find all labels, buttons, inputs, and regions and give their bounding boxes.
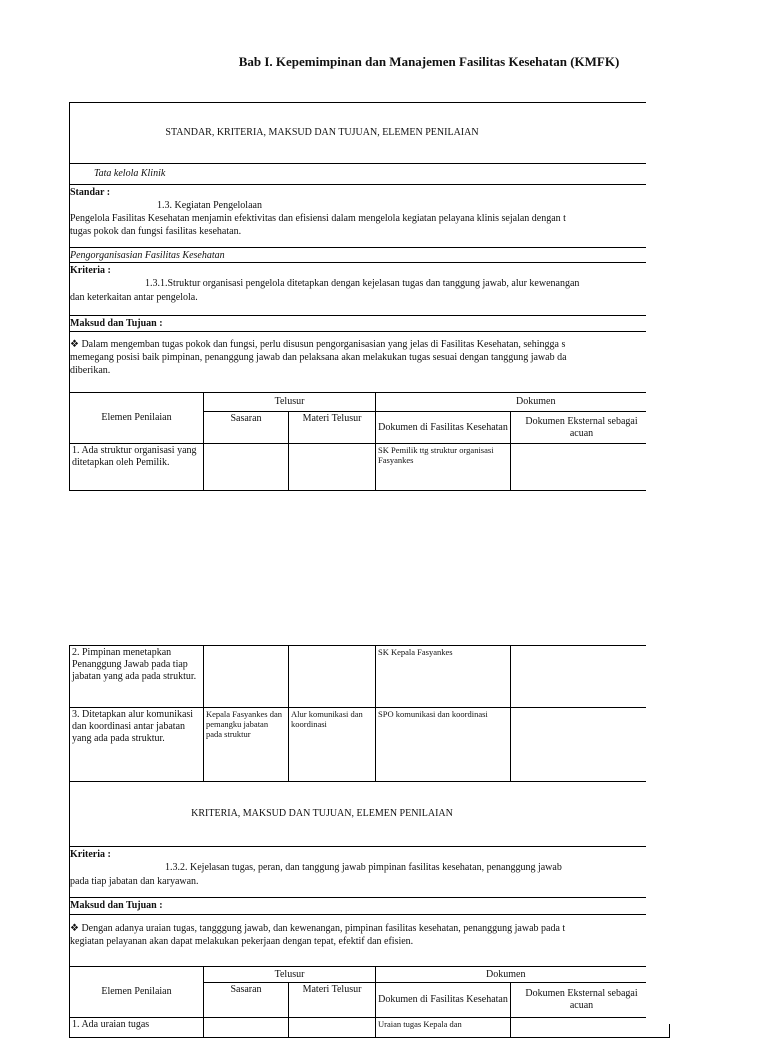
header-materi: Materi Telusur: [289, 412, 376, 444]
section-header-box: [69, 781, 669, 847]
maksud-text-line: kegiatan pelayanan akan dapat melakukan pekerjaan dengan tepat, efektif dan efisien.: [70, 936, 414, 947]
elemen-penilaian-table: [69, 392, 670, 491]
divider: [69, 897, 669, 898]
standar-number: 1.3. Kegiatan Pengelolaan: [157, 200, 262, 211]
divider: [69, 315, 669, 316]
page-margin-mask: [646, 0, 768, 1024]
header-dok-eksternal-text: Dokumen Eksternal sebagai acuan: [525, 988, 638, 1011]
header-elemen: Elemen Penilaian: [70, 967, 204, 1018]
elemen-penilaian-table-continued: [69, 645, 670, 782]
maksud-label: Maksud dan Tujuan :: [70, 900, 163, 911]
table-cell-elemen: 1. Ada struktur organisasi yang ditetapkan oleh Pemilik.: [70, 444, 204, 491]
table-cell-materi: [289, 646, 376, 708]
header-telusur: Telusur: [204, 967, 376, 983]
kriteria-text-line: 1.3.1.Struktur organisasi pengelola ditetapkan dengan kejelasan tugas dan tanggung jawab, alur kewenangan: [145, 278, 580, 289]
header-materi: Materi Telusur: [289, 983, 376, 1018]
maksud-text-line: memegang posisi baik pimpinan, penanggung jawab dan pelaksana akan melakukan tugas sesuai dengan tanggung jawab da: [70, 352, 567, 363]
divider: [69, 184, 669, 185]
maksud-text-line: ❖ Dengan adanya uraian tugas, tangggung jawab, dan kewenangan, pimpinan fasilitas kesehatan, penanggung jawab pada t: [70, 923, 566, 934]
section-header-text: STANDAR, KRITERIA, MAKSUD DAN TUJUAN, ELEMEN PENILAIAN: [165, 127, 479, 138]
maksud-label: Maksud dan Tujuan :: [70, 318, 163, 329]
header-dokumen: Dokumen: [376, 393, 670, 412]
table-cell-materi: [289, 444, 376, 491]
group-label: Tata kelola Klinik: [94, 168, 166, 179]
header-elemen: Elemen Penilaian: [70, 393, 204, 444]
header-dok-faskes: Dokumen di Fasilitas Kesehatan: [376, 983, 511, 1018]
standar-text-line: Pengelola Fasilitas Kesehatan menjamin efektivitas dan efisiensi dalam mengelola kegiatan pelayana klinis sejalan dengan t: [70, 213, 566, 224]
table-cell-materi: [289, 1018, 376, 1038]
header-sasaran: Sasaran: [204, 412, 289, 444]
section-header-text: KRITERIA, MAKSUD DAN TUJUAN, ELEMEN PENILAIAN: [191, 808, 453, 819]
table-cell-sasaran: [204, 1018, 289, 1038]
table-cell-dok-faskes: Uraian tugas Kepala dan: [376, 1018, 511, 1038]
table-cell-sasaran: [204, 444, 289, 491]
standar-text-line: tugas pokok dan fungsi fasilitas kesehatan.: [70, 226, 242, 237]
header-sasaran: Sasaran: [204, 983, 289, 1018]
table-cell-elemen: 2. Pimpinan menetapkan Penanggung Jawab pada tiap jabatan yang ada pada struktur.: [70, 646, 204, 708]
standar-label: Standar :: [70, 187, 111, 198]
table-cell-dok-faskes: SPO komunikasi dan koordinasi: [376, 708, 511, 782]
kriteria-text-line: dan keterkaitan antar pengelola.: [70, 292, 198, 303]
kriteria-label: Kriteria :: [70, 849, 111, 860]
header-dok-faskes: Dokumen di Fasilitas Kesehatan: [376, 412, 511, 444]
table-cell-materi: Alur komunikasi dan koordinasi: [289, 708, 376, 782]
table-cell-elemen: 3. Ditetapkan alur komunikasi dan koordinasi antar jabatan yang ada pada struktur.: [70, 708, 204, 782]
divider: [69, 262, 669, 263]
divider: [69, 331, 669, 332]
subgroup-label: Pengorganisasian Fasilitas Kesehatan: [70, 250, 225, 261]
section-header-box: [69, 102, 669, 164]
table-cell-sasaran: [204, 646, 289, 708]
elemen-penilaian-table: [69, 966, 670, 1038]
table-cell-sasaran: Kepala Fasyankes dan pemangku jabatan pada struktur: [204, 708, 289, 782]
table-cell-dok-faskes: SK Kepala Fasyankes: [376, 646, 511, 708]
maksud-text-line: diberikan.: [70, 365, 111, 376]
kriteria-text-line: 1.3.2. Kejelasan tugas, peran, dan tanggung jawab pimpinan fasilitas kesehatan, penanggung jawab: [165, 862, 562, 873]
header-dok-eksternal-text: Dokumen Eksternal sebagai acuan: [525, 415, 638, 439]
divider: [69, 914, 669, 915]
kriteria-text-line: pada tiap jabatan dan karyawan.: [70, 876, 199, 887]
maksud-text-line: ❖ Dalam mengemban tugas pokok dan fungsi, perlu disusun pengorganisasian yang jelas di Fasilitas Kesehatan, sehingga s: [70, 339, 566, 350]
divider: [69, 247, 669, 248]
document-title: Bab I. Kepemimpinan dan Manajemen Fasilitas Kesehatan (KMFK): [238, 54, 620, 69]
kriteria-label: Kriteria :: [70, 265, 111, 276]
table-cell-elemen: 1. Ada uraian tugas: [70, 1018, 204, 1038]
header-telusur: Telusur: [204, 393, 376, 412]
header-dokumen: Dokumen: [376, 967, 670, 983]
table-cell-dok-faskes: SK Pemilik ttg struktur organisasi Fasyankes: [376, 444, 511, 491]
